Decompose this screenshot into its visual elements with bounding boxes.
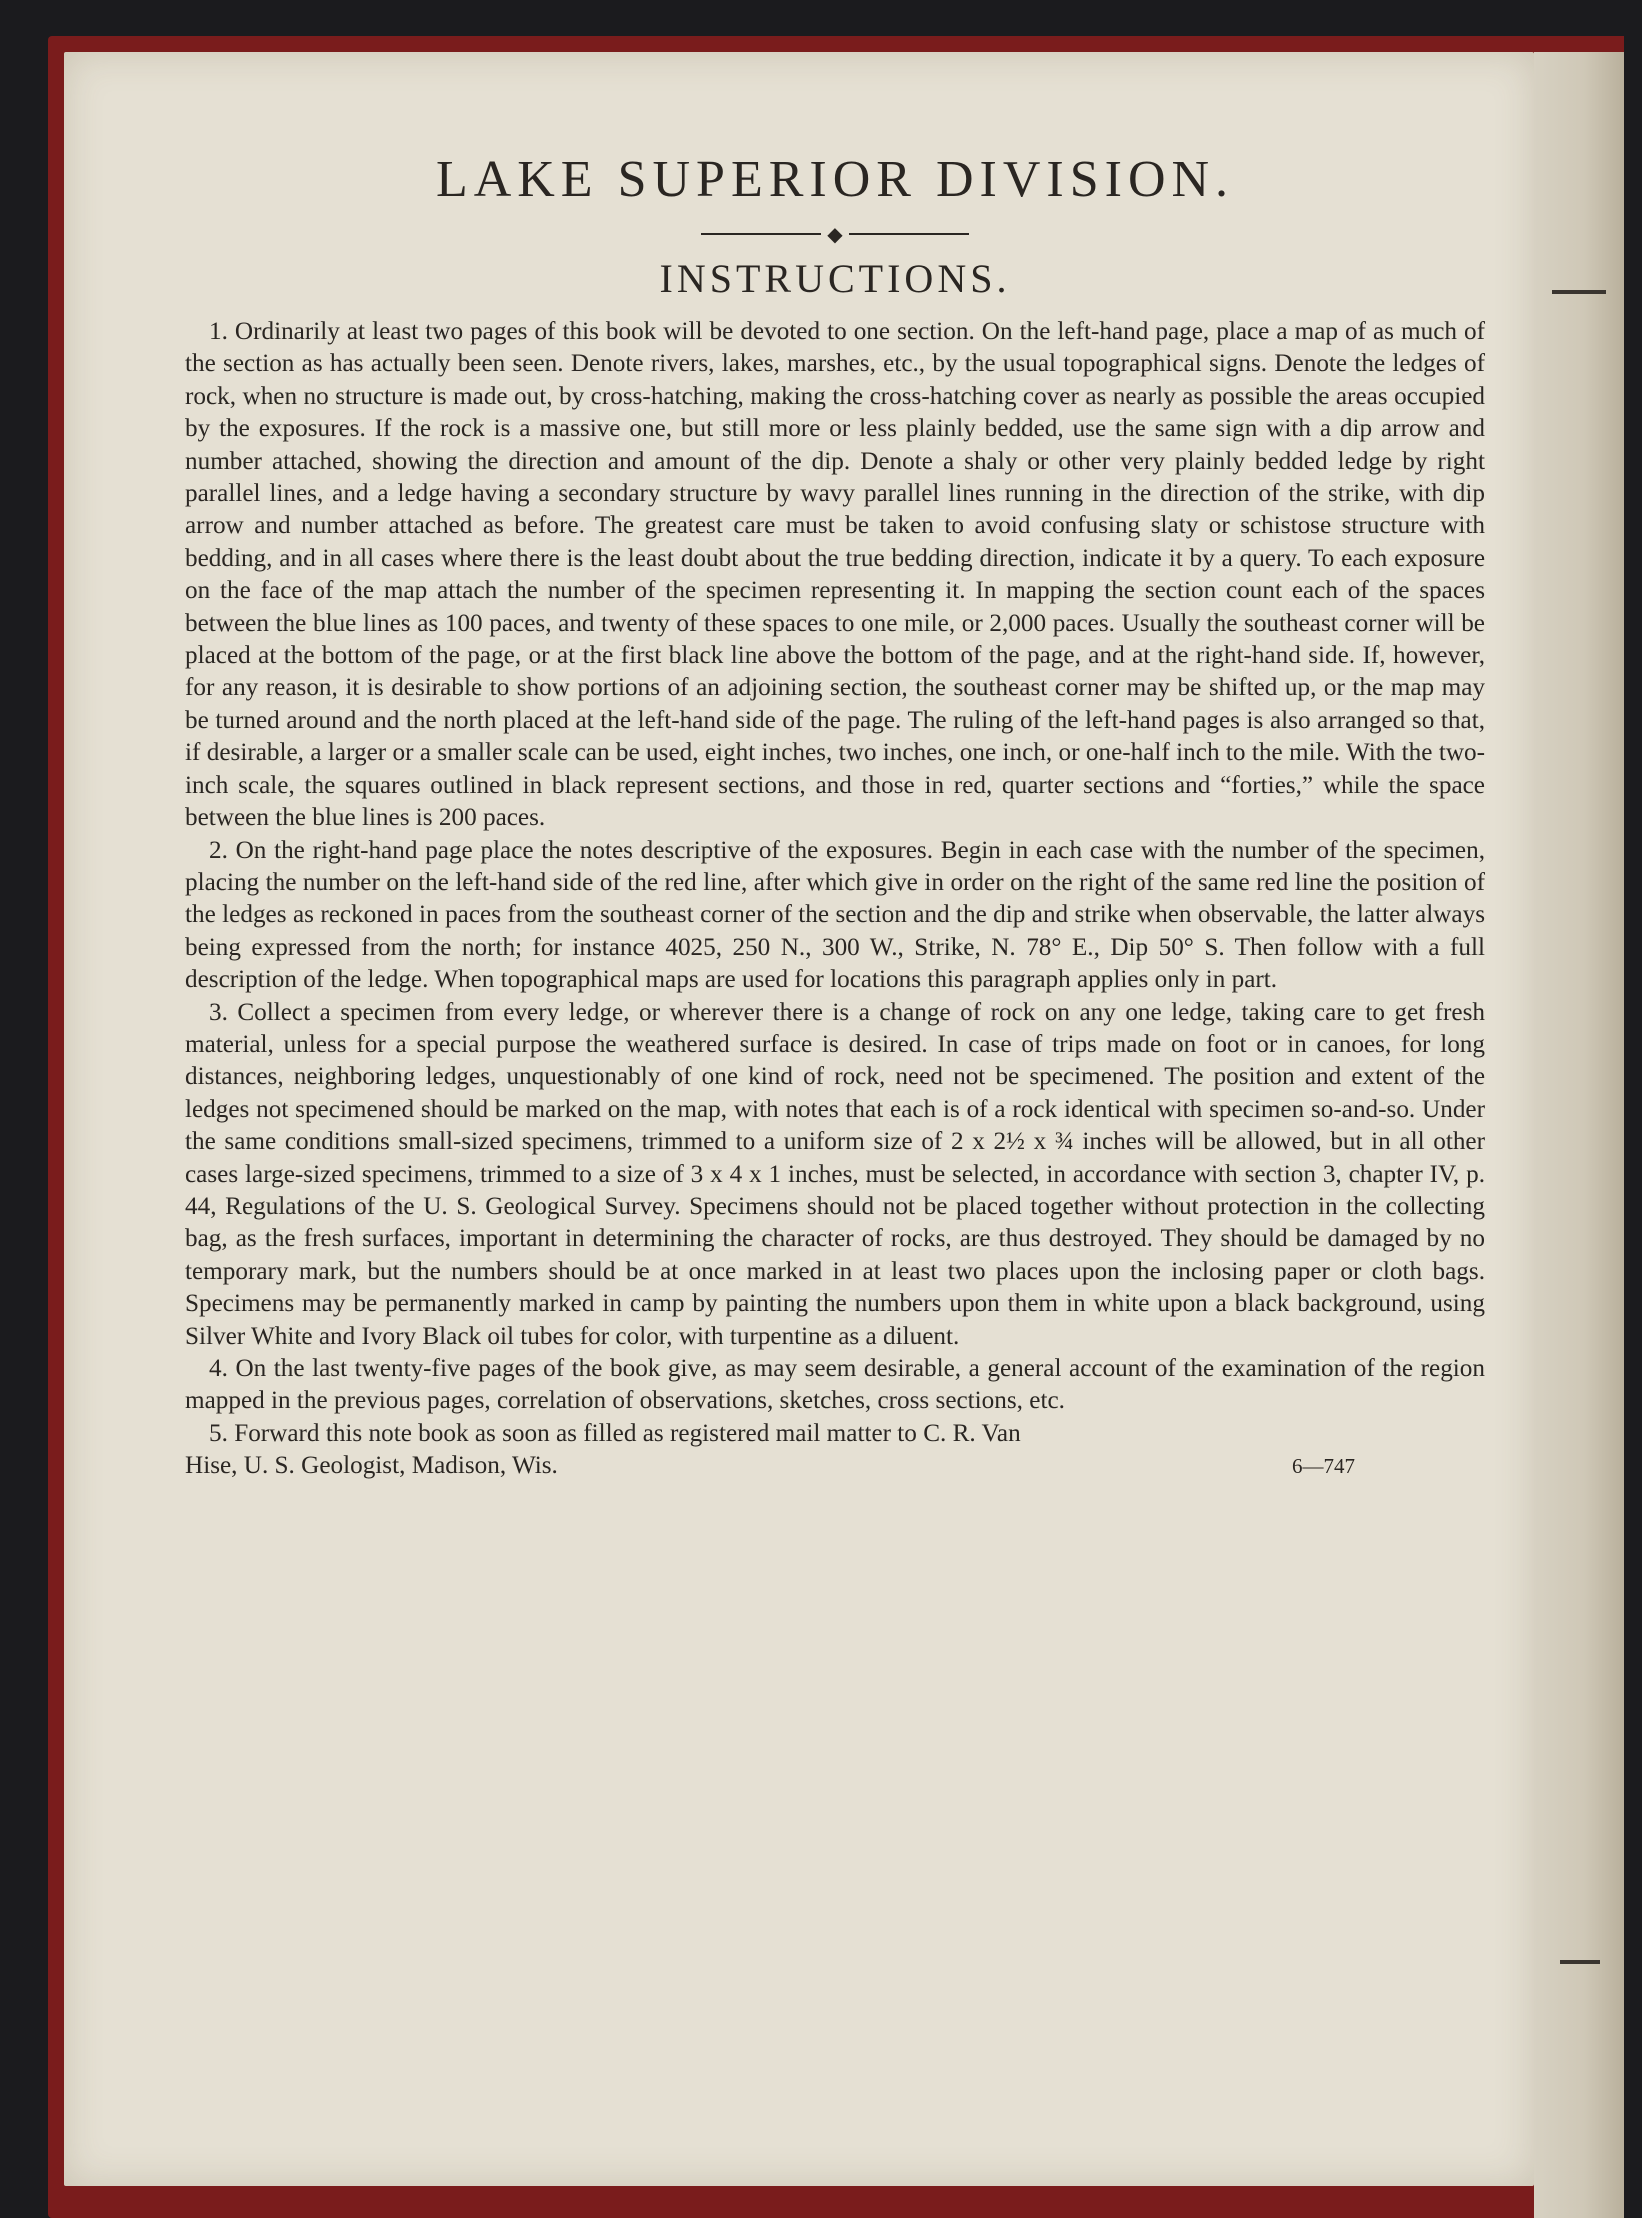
instruction-paragraph-2: 2. On the right-hand page place the notes descriptive of the exposures. Begin in each case with the number of the specimen, placing the number on the left-hand side of the red line, after which give in order on the right of the same red line the position of the ledges as reckoned in paces from the southeast corner of the section and the dip and strike when observable, the latter always being expressed from the north; for instance 4025, 250 N., 300 W., Strike, N. 78° E., Dip 50° S. Then follow with a full description of the ledge. When topographical maps are used for locations this paragraph applies only in part. <box>185 836 1485 994</box>
instruction-paragraph-5-end: Hise, U. S. Geologist, Madison, Wis. <box>185 1452 558 1480</box>
binding-stitch <box>1552 290 1606 294</box>
closing-line <box>185 1450 1485 1482</box>
section-heading: INSTRUCTIONS. <box>659 256 1011 301</box>
book-binding <box>1534 52 1624 2218</box>
instruction-paragraph-5: 5. Forward this note book as soon as filled as registered mail matter to C. R. Van <box>209 1419 1021 1447</box>
page-code: 6—747 <box>1292 1454 1355 1479</box>
instruction-paragraph-1: 1. Ordinarily at least two pages of this book will be devoted to one section. On the left-hand page, place a map of as much of the section as has actually been seen. Denote rivers, lakes, marshes, etc., by the usual topographical signs. Denote the ledges of rock, when no structure is made out, by cross-hatching, making the cross-hatching cover as nearly as possible the areas occupied by the exposures. If the rock is a massive one, but still more or less plainly bedded, use the same sign with a dip arrow and number attached, showing the direction and amount of the dip. Denote a shaly or other very plainly bedded ledge by right parallel lines, and a ledge having a secondary structure by wavy parallel lines running in the direction of the strike, with dip arrow and number attached as before. The greatest care must be taken to avoid confusing slaty or schistose structure with bedding, and in all cases where there is the least doubt about the true bedding direction, indicate it by a query. To each exposure on the face of the map attach the number of the specimen representing it. In mapping the section count each of the spaces between the blue lines as 100 paces, and twenty of these spaces to one mile, or 2,000 paces. Usually the southeast corner will be placed at the bottom of the page, or at the first black line above the bottom of the page, and at the right-hand side. If, however, for any reason, it is desirable to show portions of an adjoining section, the southeast corner may be shifted up, or the map may be turned around and the north placed at the left-hand side of the page. The ruling of the left-hand pages is also arranged so that, if desirable, a larger or a smaller scale can be used, eight inches, two inches, one inch, or one-half inch to the mile. With the two-inch scale, the squares outlined in black represent sections, and those in red, quarter sections and “forties,” while the space between the blue lines is 200 paces. <box>185 318 1485 832</box>
instruction-paragraph-3: 3. Collect a specimen from every ledge, or wherever there is a change of rock on any one ledge, taking care to get fresh material, unless for a special purpose the weathered surface is desired. In case of trips made on foot or in canoes, for long distances, neighboring ledges, unquestionably of one kind of rock, need not be specimened. The position and extent of the ledges not specimened should be marked on the map, with notes that each is of a rock identical with specimen so-and-so. Under the same conditions small-sized specimens, trimmed to a uniform size of 2 x 2½ x ¾ inches will be allowed, but in all other cases large-sized specimens, trimmed to a size of 3 x 4 x 1 inches, must be selected, in accordance with section 3, chapter IV, p. 44, Regulations of the U. S. Geological Survey. Specimens should not be placed together without protection in the collecting bag, as the fresh surfaces, important in determining the character of rocks, are thus destroyed. They should be damaged by no temporary mark, but the numbers should be at once marked in at least two places upon the inclosing paper or cloth bags. Specimens may be permanently marked in camp by painting the numbers upon them in white upon a black background, using Silver White and Ivory Black oil tubes for color, with turpentine as a diluent. <box>185 998 1485 1350</box>
page-title: LAKE SUPERIOR DIVISION. <box>435 151 1235 208</box>
binding-stitch <box>1560 1960 1600 1964</box>
page-content <box>185 150 1485 1483</box>
title-divider <box>185 219 1485 249</box>
instruction-paragraph-4: 4. On the last twenty-five pages of the book give, as may seem desirable, a general account of the examination of the region mapped in the previous pages, correlation of observations, sketches, cross sections, etc. <box>185 1355 1485 1415</box>
diamond-ornament-icon: ◆ <box>827 222 843 246</box>
divider-line <box>701 233 821 235</box>
divider-line <box>849 233 969 235</box>
